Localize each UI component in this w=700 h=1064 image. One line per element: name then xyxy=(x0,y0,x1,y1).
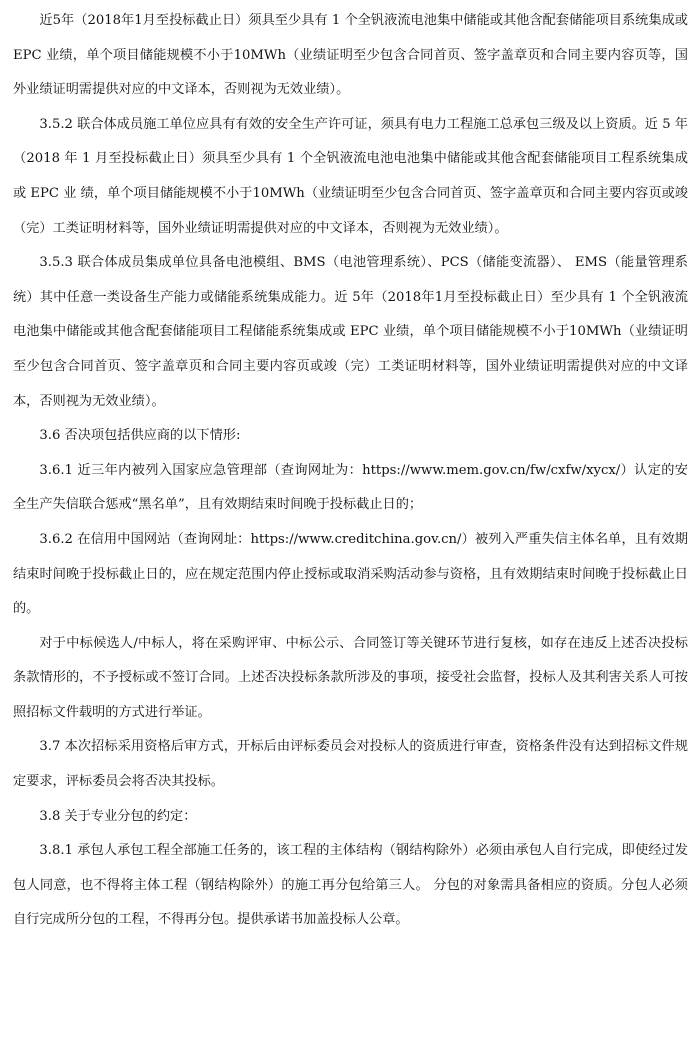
paragraph-3-5-3: 3.5.3 联合体成员集成单位具备电池模组、BMS（电池管理系统）、PCS（储能变流器）、 EMS（能量管理系统）其中任意一类设备生产能力或储能系统集成能力。近 5年（2018年1月至投标截止日）至少具有 1 个全钒液流电池集中储能或其他含配套储能项目工程储能系统集成或 EPC 业绩，单个项目储能规模不小于10MWh（业绩证明至少包含合同首页、签字盖章页和合同主要内容页或竣（完）工类证明材料等，国外业绩证明需提供对应的中文译本，否则视为无效业绩）。 xyxy=(13,255,688,409)
paragraph-prior-qualification: 近5年（2018年1月至投标截止日）须具至少具有 1 个全钒液流电池集中储能或其他含配套储能项目系统集成或 EPC 业绩，单个项目储能规模不小于10MWh（业绩证明至少包含合同首页、签字盖章页和合同主要内容页等，国外业绩证明需提供对应的中文译本，否则视为无效业绩）。 xyxy=(13,13,688,98)
paragraph-3-6-2: 3.6.2 在信用中国网站（查询网址：https://www.creditchina.gov.cn/）被列入严重失信主体名单，且有效期结束时间晚于投标截止日的，应在规定范围内停止授标或取消采购活动参与资格，且有效期结束时间晚于投标截止日的。 xyxy=(13,531,688,617)
paragraph-3-5-2: 3.5.2 联合体成员施工单位应具有有效的安全生产许可证，须具有电力工程施工总承包三级及以上资质。近 5 年（2018 年 1 月至投标截止日）须具至少具有 1 个全钒液流电池电池集中储能或其他含配套储能项目工程系统集成或 EPC 业 绩，单个项目储能规模不小于10MWh（业绩证明至少包含合同首页、签字盖章页和合同主要内容页或竣（完）工类证明材料等，国外业绩证明需提供对应的中文译本，否则视为无效业绩）。 xyxy=(13,116,688,236)
paragraph-3-7: 3.7 本次招标采用资格后审方式，开标后由评标委员会对投标人的资质进行审查，资格条件没有达到招标文件规定要求，评标委员会将否决其投标。 xyxy=(13,739,688,790)
paragraph-3-8: 3.8 关于专业分包的约定： xyxy=(39,808,197,824)
paragraph-review-note: 对于中标候选人/中标人，将在采购评审、中标公示、合同签订等关键环节进行复核，如存在违反上述否决投标条款情形的，不予授标或不签订合同。上述否决投标条款所涉及的事项，接受社会监督，投标人及其利害关系人可按照招标文件载明的方式进行举证。 xyxy=(13,635,688,720)
paragraph-3-6-1: 3.6.1 近三年内被列入国家应急管理部（查询网址为：https://www.mem.gov.cn/fw/cxfw/xycx/）认定的安全生产失信联合惩戒“黑名单”，且有效期结束时间晚于投标截止日的； xyxy=(13,462,688,513)
paragraph-3-8-1: 3.8.1 承包人承包工程全部施工任务的，该工程的主体结构（钢结构除外）必须由承包人自行完成，即使经过发包人同意，也不得将主体工程（钢结构除外）的施工再分包给第三人。 分包的对象需具备相应的资质。分包人必须自行完成所分包的工程，不得再分包。提供承诺书加盖投标人公章。 xyxy=(13,843,688,928)
paragraph-3-6: 3.6 否决项包括供应商的以下情形: xyxy=(39,428,241,444)
